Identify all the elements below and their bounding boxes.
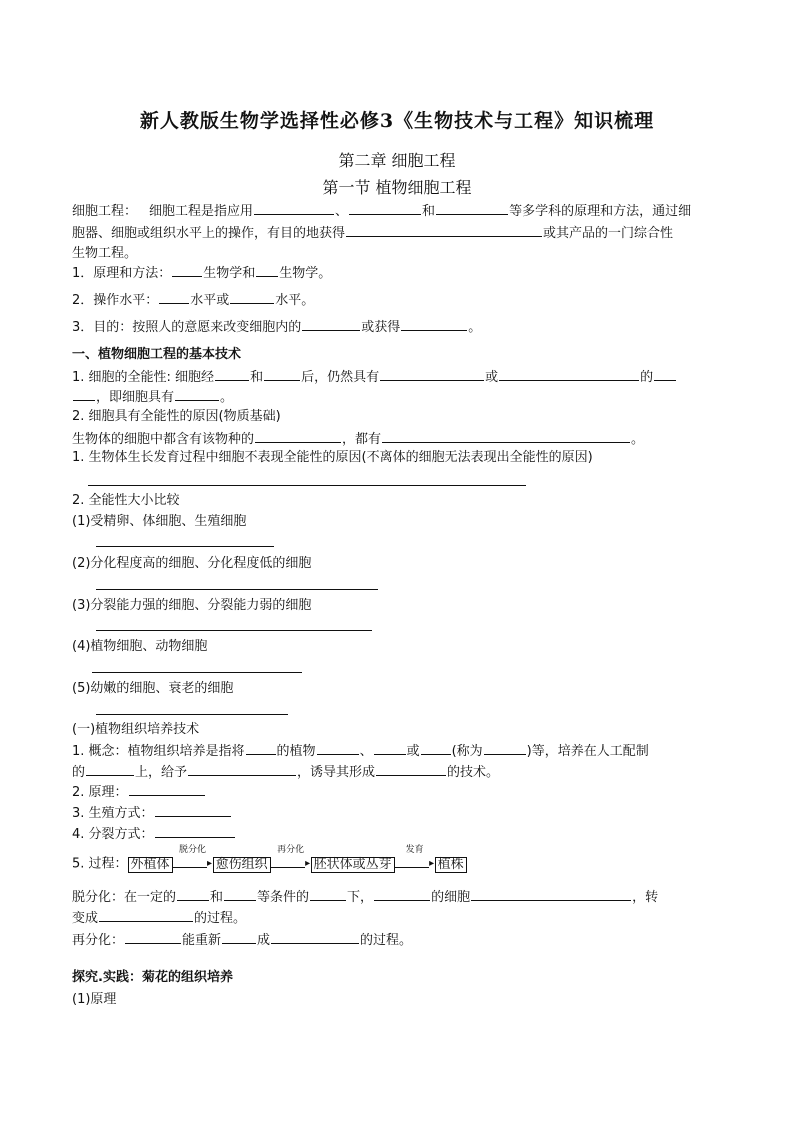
compare-item-1: (1)受精卵、体细胞、生殖细胞 <box>72 514 247 529</box>
blank[interactable] <box>159 291 189 304</box>
blank[interactable] <box>436 202 508 215</box>
item-3: 3．目的：按照人的意愿来改变细胞内的 或获得 。 <box>72 320 482 335</box>
blank[interactable] <box>129 783 205 796</box>
flow-arrow <box>395 845 435 873</box>
chapter-title: 第二章 细胞工程 <box>338 151 456 170</box>
flow-step-plant: 植株 <box>435 857 467 873</box>
concept-line-2: 的 上，给予 ，诱导其形成 的技术。 <box>72 765 500 780</box>
blank[interactable] <box>382 430 630 443</box>
sub-heading-1: (一)植物组织培养技术 <box>72 722 200 737</box>
blank[interactable] <box>256 264 278 277</box>
blank[interactable] <box>484 742 526 755</box>
blank[interactable] <box>264 368 300 381</box>
blank[interactable] <box>175 388 219 401</box>
blank[interactable] <box>155 804 231 817</box>
para-3: 1. 生物体生长发育过程中细胞不表现全能性的原因(不离体的细胞无法表现出全能性的原因) <box>72 450 593 465</box>
arrow-head-icon: ▸ <box>207 858 213 869</box>
blank[interactable] <box>374 888 430 901</box>
answer-line[interactable] <box>96 589 378 590</box>
arrow-head-icon: ▸ <box>305 858 311 869</box>
answer-line[interactable] <box>92 672 302 673</box>
blank[interactable] <box>172 264 202 277</box>
blank[interactable] <box>471 888 631 901</box>
reproduction-line: 3. 生殖方式： <box>72 804 232 822</box>
flow-step-explant: 外植体 <box>128 857 173 873</box>
blank[interactable] <box>349 202 421 215</box>
document-title: 新人教版生物学选择性必修3《生物技术与工程》知识梳理 <box>139 110 655 132</box>
para-4: 2. 全能性大小比较 <box>72 493 180 508</box>
blank[interactable] <box>125 931 181 944</box>
blank[interactable] <box>230 291 274 304</box>
blank[interactable] <box>254 202 334 215</box>
explore-heading: 探究.实践：菊花的组织培养 <box>72 970 233 985</box>
arrow-label: 脱分化 <box>179 845 207 855</box>
answer-line[interactable] <box>88 485 526 486</box>
arrow-label: 发育 <box>405 845 424 855</box>
intro-line-3: 生物工程。 <box>72 246 138 261</box>
blank[interactable] <box>246 742 276 755</box>
blank[interactable] <box>376 763 446 776</box>
blank[interactable] <box>310 888 346 901</box>
compare-item-2: (2)分化程度高的细胞、分化程度低的细胞 <box>72 556 312 571</box>
blank[interactable] <box>346 224 542 237</box>
flow-arrow <box>271 845 311 873</box>
blank[interactable] <box>222 931 256 944</box>
blank[interactable] <box>73 388 95 401</box>
arrow-head-icon: ▸ <box>429 858 435 869</box>
concept-line-1: 1. 概念：植物组织培养是指将 的植物 、 或 (称为 )等，培养在人工配制 <box>72 744 649 759</box>
principle-line: 2. 原理： <box>72 783 206 801</box>
section-heading-1: 一、植物细胞工程的基本技术 <box>72 347 242 362</box>
compare-item-3: (3)分裂能力强的细胞、分裂能力弱的细胞 <box>72 598 312 613</box>
process-flow: 5. 过程： 外植体 脱分化 ▸ 愈伤组织 再分化 ▸ 胚状体或丛芽 发育 ▸ 植株 <box>72 856 467 873</box>
blank[interactable] <box>255 430 341 443</box>
blank[interactable] <box>155 825 235 838</box>
blank[interactable] <box>302 318 360 331</box>
answer-line[interactable] <box>96 714 288 715</box>
blank[interactable] <box>86 763 134 776</box>
blank[interactable] <box>99 909 193 922</box>
item-1: 1．原理和方法： 生物学和 生物学。 <box>72 266 332 281</box>
intro-label: 细胞工程： <box>72 204 138 219</box>
compare-item-4: (4)植物细胞、动物细胞 <box>72 639 208 654</box>
blank[interactable] <box>421 742 451 755</box>
blank[interactable] <box>654 368 676 381</box>
dediff-line-1: 脱分化：在一定的 和 等条件的 下， 的细胞 ，转 <box>72 890 659 905</box>
answer-line[interactable] <box>96 630 372 631</box>
blank[interactable] <box>374 742 406 755</box>
blank[interactable] <box>317 742 359 755</box>
para-2-line-2: 生物体的细胞中都含有该物种的 ，都有 。 <box>72 432 645 447</box>
section-title: 第一节 植物细胞工程 <box>322 178 472 197</box>
blank[interactable] <box>380 368 484 381</box>
blank[interactable] <box>188 763 296 776</box>
blank[interactable] <box>177 888 209 901</box>
blank[interactable] <box>224 888 256 901</box>
blank[interactable] <box>401 318 467 331</box>
answer-line[interactable] <box>96 546 274 547</box>
flow-arrow <box>173 845 213 873</box>
blank[interactable] <box>215 368 249 381</box>
dediff-line-2: 变成 的过程。 <box>72 911 247 926</box>
blank[interactable] <box>271 931 359 944</box>
explore-item-1: (1)原理 <box>72 992 117 1007</box>
division-line: 4. 分裂方式： <box>72 825 236 843</box>
para-2-line-1: 2. 细胞具有全能性的原因(物质基础) <box>72 409 281 424</box>
blank[interactable] <box>499 368 639 381</box>
para-1-line-2: ，即细胞具有 。 <box>72 388 233 406</box>
arrow-label: 再分化 <box>277 845 305 855</box>
item-2: 2．操作水平： 水平或 水平。 <box>72 293 315 308</box>
rediff-line: 再分化： 能重新 成 的过程。 <box>72 933 413 948</box>
para-1-line-1: 1. 细胞的全能性: 细胞经 和 后，仍然具有 或 的 <box>72 368 677 386</box>
flow-step-callus: 愈伤组织 <box>213 857 271 873</box>
flow-step-embryoid: 胚状体或丛芽 <box>311 857 395 873</box>
intro-line-1: 细胞工程： 细胞工程是指应用 、 和 等多学科的原理和方法，通过细 <box>72 204 692 219</box>
compare-item-5: (5)幼嫩的细胞、衰老的细胞 <box>72 681 234 696</box>
intro-line-2: 胞器、细胞或组织水平上的操作，有目的地获得 或其产品的一门综合性 <box>72 226 674 241</box>
